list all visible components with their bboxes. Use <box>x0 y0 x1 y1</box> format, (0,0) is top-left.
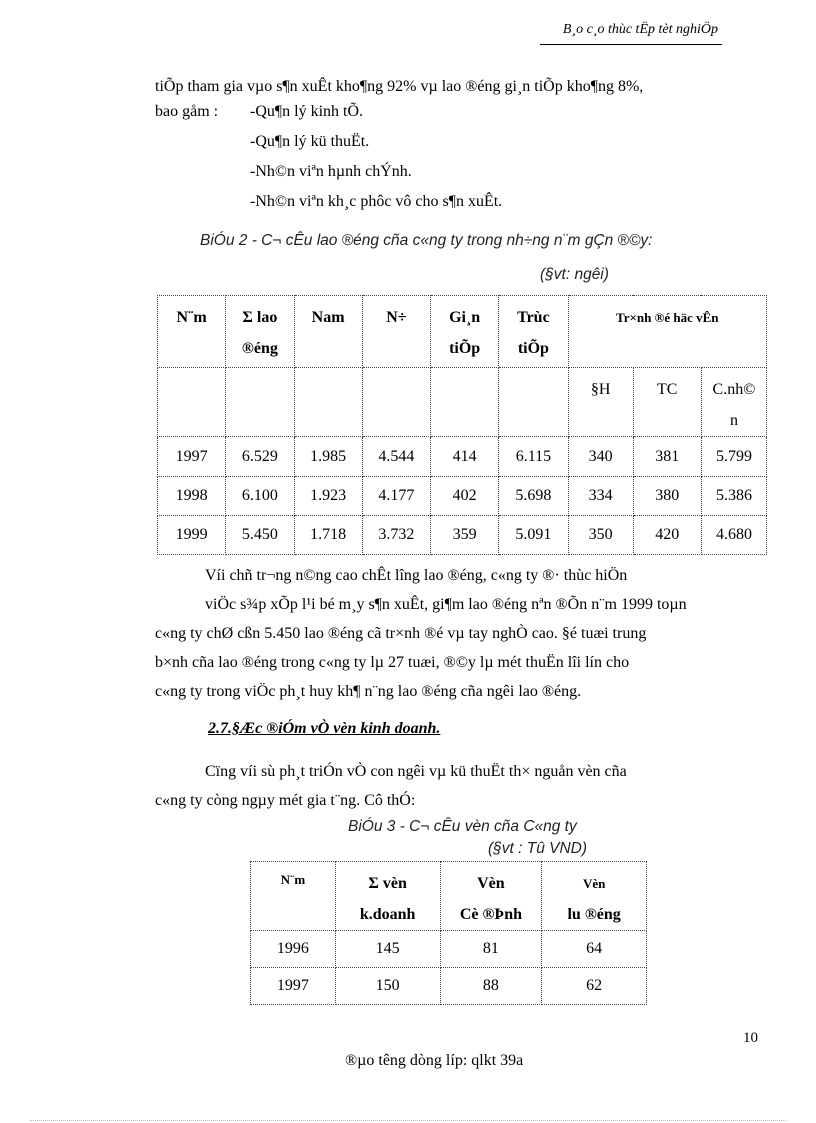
empty-cell <box>362 368 430 437</box>
header-education: Tr×nh ®é häc vÊn <box>568 296 766 368</box>
list-item: -Nh©n viªn hµnh chÝnh. <box>250 163 412 180</box>
table-cell: 5.799 <box>701 437 766 477</box>
header-female: N÷ <box>362 296 430 368</box>
empty-cell <box>431 368 499 437</box>
capital-structure-table <box>250 861 647 1005</box>
empty-cell <box>158 368 226 437</box>
section-heading: 2.7.§Æc ®iÓm vÒ vèn kinh doanh. <box>208 720 441 737</box>
table-cell: 64 <box>542 931 647 968</box>
table-cell: 420 <box>633 516 701 555</box>
table-cell: 5.450 <box>226 516 294 555</box>
header-text: Cè ®Þnh <box>459 906 522 923</box>
header-text: tiÕp <box>449 340 481 357</box>
header-text: n <box>729 412 738 429</box>
running-header: B¸o c¸o thùc tËp tèt nghiÖp <box>562 22 718 37</box>
table2-caption: BiÓu 3 - C¬ cÊu vèn cña C«ng ty <box>348 818 577 835</box>
header-total-labor <box>226 296 294 368</box>
text-line: viÖc s¾p xÕp l¹i bé m¸y s¶n xuÊt, gi¶m lao ®éng nªn ®Õn n¨m 1999 toµn <box>205 596 687 613</box>
header-text: ®éng <box>241 340 278 357</box>
header-rule <box>540 44 722 45</box>
header-year: N¨m <box>158 296 226 368</box>
labor-structure-table <box>157 295 767 555</box>
header-text: C.nh© <box>712 381 756 398</box>
empty-cell <box>499 368 568 437</box>
table-row <box>251 968 647 1005</box>
table-cell: 1999 <box>158 516 226 555</box>
table-cell: 5.091 <box>499 516 568 555</box>
table-cell: 88 <box>440 968 542 1005</box>
page-footer: ®µo têng dòng líp: qlkt 39a <box>345 1052 524 1069</box>
table-row <box>158 516 767 555</box>
table-cell: 62 <box>542 968 647 1005</box>
list-label: bao gåm : <box>155 103 219 120</box>
table-cell: 6.529 <box>226 437 294 477</box>
text-line: c«ng ty chØ cßn 5.450 lao ®éng cã tr×nh ®é vµ tay nghÒ cao. §é tuæi trung <box>155 625 647 642</box>
text-line: c«ng ty còng ngµy mét gia t¨ng. Cô thÓ: <box>155 792 416 809</box>
footer-rule <box>30 1120 786 1121</box>
table-cell: 350 <box>568 516 633 555</box>
header-working-capital <box>542 862 647 931</box>
header-year: N¨m <box>251 862 336 931</box>
text-line: Cïng víi sù ph¸t triÓn vÒ con ngêi vµ kü thuËt th× nguån vèn cña <box>205 763 627 780</box>
table-cell: 1997 <box>251 968 336 1005</box>
table-cell: 81 <box>440 931 542 968</box>
table1-caption: BiÓu 2 - C¬ cÊu lao ®éng cña c«ng ty trong nh÷ng n¨m gÇn ®©y: <box>200 232 653 249</box>
table-cell: 4.544 <box>362 437 430 477</box>
table-cell: 1.718 <box>294 516 362 555</box>
table-cell: 359 <box>431 516 499 555</box>
table-cell: 1.923 <box>294 477 362 516</box>
table-cell: 414 <box>431 437 499 477</box>
table-cell: 1.985 <box>294 437 362 477</box>
table-cell: 3.732 <box>362 516 430 555</box>
header-direct <box>499 296 568 368</box>
list-item: -Qu¶n lý kü thuËt. <box>250 133 370 150</box>
table-cell: 1998 <box>158 477 226 516</box>
header-text: Trùc <box>517 309 550 326</box>
text-line: c«ng ty trong viÖc ph¸t huy kh¶ n¨ng lao ®éng cña ngêi lao ®éng. <box>155 683 582 700</box>
table-cell: 4.680 <box>701 516 766 555</box>
header-text: Σ lao <box>242 309 278 326</box>
header-college: TC <box>633 368 701 437</box>
table-cell: 381 <box>633 437 701 477</box>
text-line: b×nh cña lao ®éng trong c«ng ty lµ 27 tuæi, ®©y lµ mét thuËn lîi lín cho <box>155 654 630 671</box>
header-text: k.doanh <box>359 906 416 923</box>
table-cell: 1997 <box>158 437 226 477</box>
text-line: Víi chñ tr¬ng n©ng cao chÊt lîng lao ®éng, c«ng ty ®· thùc hiÖn <box>205 567 628 584</box>
header-indirect <box>431 296 499 368</box>
table-cell: 5.698 <box>499 477 568 516</box>
header-fixed-capital <box>440 862 542 931</box>
table-cell: 1996 <box>251 931 336 968</box>
table-row <box>158 437 767 477</box>
table-cell: 5.386 <box>701 477 766 516</box>
table1-unit: (§vt: ngêi) <box>540 266 609 283</box>
empty-cell <box>294 368 362 437</box>
header-text: lu ®éng <box>567 906 621 923</box>
paragraph-capital <box>155 757 743 815</box>
header-text: tiÕp <box>517 340 549 357</box>
paragraph-intro-line: tiÕp tham gia vµo s¶n xuÊt kho¶ng 92% vµ lao ®éng gi¸n tiÕp kho¶ng 8%, <box>155 78 644 95</box>
page-number: 10 <box>743 1030 758 1046</box>
table-cell: 380 <box>633 477 701 516</box>
table-cell: 145 <box>335 931 440 968</box>
paragraph-labor <box>155 561 743 706</box>
header-text: Σ vèn <box>368 875 407 892</box>
header-male: Nam <box>294 296 362 368</box>
header-text: Vèn <box>582 876 606 891</box>
table-cell: 6.100 <box>226 477 294 516</box>
header-text: Vèn <box>477 875 505 892</box>
empty-cell <box>226 368 294 437</box>
list-item: -Qu¶n lý kinh tÕ. <box>250 103 364 120</box>
table-cell: 4.177 <box>362 477 430 516</box>
list-item: -Nh©n viªn kh¸c phôc vô cho s¶n xuÊt. <box>250 193 503 210</box>
table-cell: 340 <box>568 437 633 477</box>
table-cell: 402 <box>431 477 499 516</box>
header-text: Gi¸n <box>449 309 481 326</box>
header-university: §H <box>568 368 633 437</box>
table-row <box>251 931 647 968</box>
table-cell: 334 <box>568 477 633 516</box>
header-worker <box>701 368 766 437</box>
table2-unit: (§vt : Tû VND) <box>488 840 588 857</box>
table-cell: 6.115 <box>499 437 568 477</box>
table-row <box>158 477 767 516</box>
header-total-capital <box>335 862 440 931</box>
table-cell: 150 <box>335 968 440 1005</box>
